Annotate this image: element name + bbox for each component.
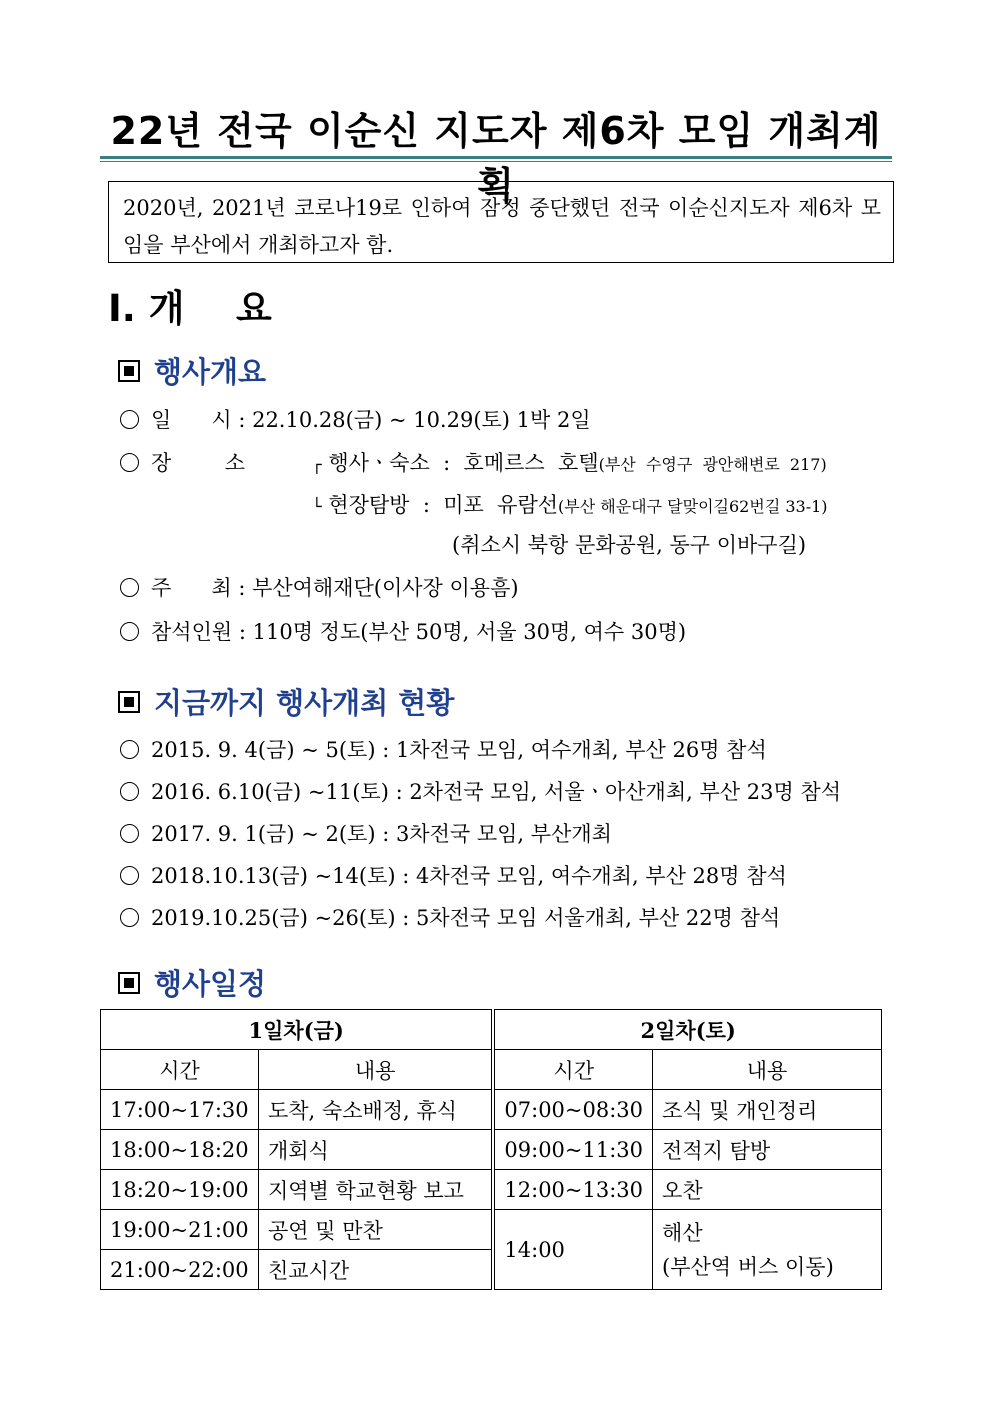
host-label: 주 최 <box>151 576 232 600</box>
tour-address: (부산 해운대구 달맞이길62번길 33-1) <box>558 497 828 516</box>
tour-label: 현장탐방 : 미포 유람선 <box>328 493 559 517</box>
day2-header: 2일차(토) <box>493 1010 881 1050</box>
table-row <box>101 1210 882 1250</box>
table-cell: 공연 및 만찬 <box>258 1210 493 1250</box>
overview-attendees <box>120 616 686 646</box>
colon: : <box>238 620 246 644</box>
venue-address: (부산 수영구 광안해변로 217) <box>598 455 827 474</box>
place-label: 장 소 <box>151 451 245 475</box>
colon: : <box>238 408 246 432</box>
table-cell: 전적지 탐방 <box>653 1130 882 1170</box>
history-item: 2017. 9. 1(금) ~ 2(토) : 3차전국 모임, 부산개최 <box>120 818 612 848</box>
bracket-bottom: └ <box>312 497 322 516</box>
table-cell: 친교시간 <box>258 1250 493 1290</box>
square-bullet-icon <box>118 360 140 382</box>
table-cell: 21:00~22:00 <box>101 1250 259 1290</box>
table-row <box>101 1050 882 1090</box>
col-content-header: 내용 <box>258 1050 493 1090</box>
attendees-label: 참석인원 <box>151 620 233 644</box>
table-row <box>101 1130 882 1170</box>
dismissal-text: 해산 <box>662 1220 703 1245</box>
table-cell: 17:00~17:30 <box>101 1090 259 1130</box>
place-tour <box>312 489 828 519</box>
circle-bullet-icon <box>120 824 139 843</box>
table-cell: 12:00~13:30 <box>493 1170 652 1210</box>
history-item: 2015. 9. 4(금) ~ 5(토) : 1차전국 모임, 여수개최, 부산 26명 참석 <box>120 734 767 764</box>
table-cell <box>653 1210 882 1290</box>
square-bullet-icon <box>118 691 140 713</box>
date-label: 일 시 <box>151 408 232 432</box>
colon: : <box>238 576 246 600</box>
table-cell: 07:00~08:30 <box>493 1090 652 1130</box>
overview-host <box>120 572 519 602</box>
col-content-header: 내용 <box>653 1050 882 1090</box>
schedule-table <box>100 1009 882 1290</box>
host-value: 부산여해재단(이사장 이용흠) <box>252 576 519 600</box>
place-venue <box>312 447 827 477</box>
section-title: 개 요 <box>148 287 272 330</box>
dismissal-note: (부산역 버스 이동) <box>662 1254 834 1279</box>
date-value: 22.10.28(금) ~ 10.29(토) 1박 2일 <box>252 408 591 432</box>
overview-date <box>120 404 591 434</box>
section-heading <box>108 278 272 332</box>
table-cell: 14:00 <box>493 1210 652 1290</box>
circle-bullet-icon <box>120 453 139 472</box>
table-row <box>101 1010 882 1050</box>
section-number: Ⅰ. <box>108 287 136 330</box>
overview-heading-text: 행사개요 <box>154 355 267 389</box>
tour-alternative: (취소시 북항 문화공원, 동구 이바구길) <box>452 533 807 557</box>
circle-bullet-icon <box>120 908 139 927</box>
table-cell: 18:20~19:00 <box>101 1170 259 1210</box>
table-cell: 도착, 숙소배정, 휴식 <box>258 1090 493 1130</box>
circle-bullet-icon <box>120 782 139 801</box>
circle-bullet-icon <box>120 578 139 597</box>
circle-bullet-icon <box>120 866 139 885</box>
col-time-header: 시간 <box>101 1050 259 1090</box>
table-row <box>101 1090 882 1130</box>
history-item: 2016. 6.10(금) ~11(토) : 2차전국 모임, 서울ㆍ아산개최, 부산 23명 참석 <box>120 776 841 806</box>
title-rule-thick <box>100 156 892 159</box>
venue-label: 행사ㆍ숙소 : 호메르스 호텔 <box>328 451 599 475</box>
table-cell: 오찬 <box>653 1170 882 1210</box>
table-cell: 지역별 학교현황 보고 <box>258 1170 493 1210</box>
summary-box: 2020년, 2021년 코로나19로 인하여 잠정 중단했던 전국 이순신지도자 제6차 모임을 부산에서 개최하고자 함. <box>108 181 894 263</box>
table-row <box>101 1170 882 1210</box>
square-bullet-icon <box>118 972 140 994</box>
circle-bullet-icon <box>120 740 139 759</box>
circle-bullet-icon <box>120 622 139 641</box>
table-cell: 조식 및 개인정리 <box>653 1090 882 1130</box>
day1-header: 1일차(금) <box>101 1010 494 1050</box>
schedule-heading-text: 행사일정 <box>154 967 267 1001</box>
table-cell: 18:00~18:20 <box>101 1130 259 1170</box>
history-item: 2019.10.25(금) ~26(토) : 5차전국 모임 서울개최, 부산 22명 참석 <box>120 902 780 932</box>
history-item: 2018.10.13(금) ~14(토) : 4차전국 모임, 여수개최, 부산 28명 참석 <box>120 860 787 890</box>
history-heading <box>118 681 454 722</box>
overview-place <box>120 447 245 477</box>
schedule-heading <box>118 962 266 1003</box>
col-time-header: 시간 <box>493 1050 652 1090</box>
table-cell: 19:00~21:00 <box>101 1210 259 1250</box>
table-cell: 09:00~11:30 <box>493 1130 652 1170</box>
page-title: 22년 전국 이순신 지도자 제6차 모임 개최계획 <box>110 109 882 208</box>
bracket-top: ┌ <box>312 455 322 474</box>
title-rule-thin <box>100 161 892 162</box>
attendees-value: 110명 정도(부산 50명, 서울 30명, 여수 30명) <box>252 620 687 644</box>
history-heading-text: 지금까지 행사개최 현황 <box>154 686 455 720</box>
table-cell: 개회식 <box>258 1130 493 1170</box>
overview-heading <box>118 350 266 391</box>
circle-bullet-icon <box>120 410 139 429</box>
